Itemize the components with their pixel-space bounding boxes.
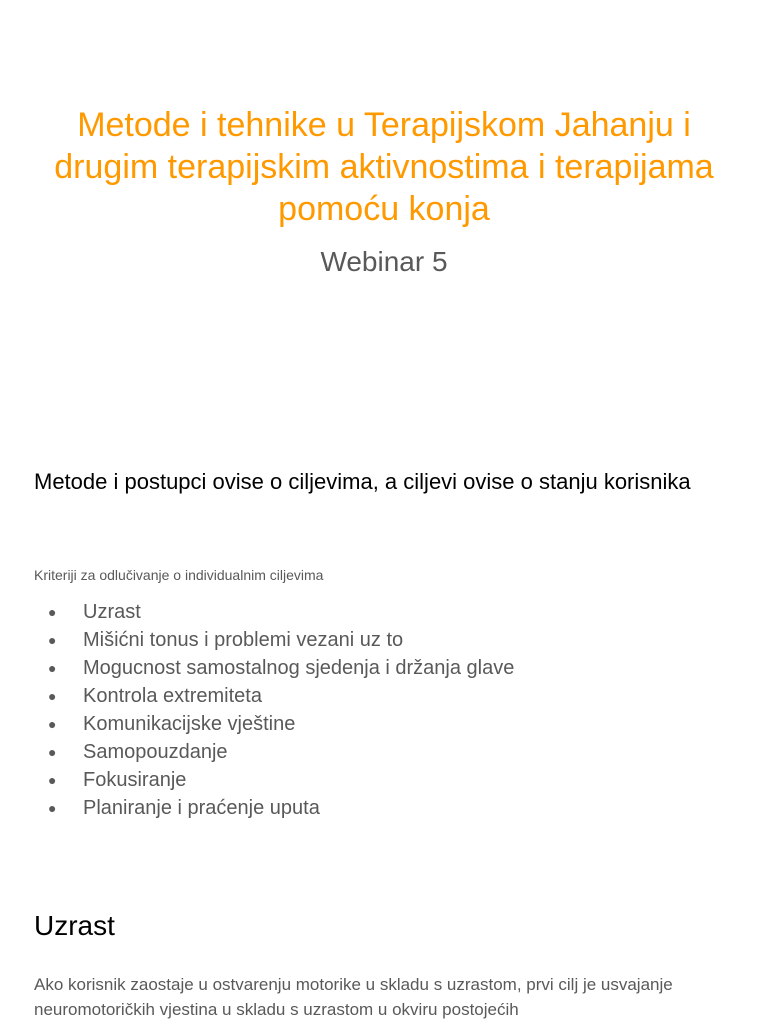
- list-item: [34, 794, 514, 822]
- list-item: [34, 626, 514, 654]
- bullet-icon: ●: [48, 800, 57, 816]
- section-heading: Metode i postupci ovise o ciljevima, a ciljevi ovise o stanju korisnika: [34, 469, 691, 494]
- list-item: [34, 654, 514, 682]
- criteria-caption: Kriteriji za odlučivanje o individualnim ciljevima: [34, 567, 324, 583]
- list-item: [34, 710, 514, 738]
- list-item-label: Kontrola extremiteta: [83, 685, 262, 707]
- criteria-list: [34, 598, 514, 822]
- bullet-icon: ●: [48, 632, 57, 648]
- section-title: Uzrast: [34, 910, 115, 941]
- list-item-label: Mogucnost samostalnog sjedenja i držanja glave: [83, 657, 515, 679]
- bullet-icon: ●: [48, 772, 57, 788]
- list-item-label: Uzrast: [83, 601, 141, 623]
- body-paragraph: Ako korisnik zaostaje u ostvarenju motorike u skladu s uzrastom, prvi cilj je usvajanje neuromotoričkih vjestina u skladu s uzrastom u okviru postojećih: [34, 975, 673, 1019]
- bullet-icon: ●: [48, 716, 57, 732]
- list-item-label: Samopouzdanje: [83, 741, 228, 763]
- bullet-icon: ●: [48, 688, 57, 704]
- list-item: [34, 738, 514, 766]
- list-item-label: Mišićni tonus i problemi vezani uz to: [83, 629, 404, 651]
- slide-title: Metode i tehnike u Terapijskom Jahanju i drugim terapijskim aktivnostima i terapijama pomoću konja: [54, 106, 714, 228]
- bullet-icon: ●: [48, 744, 57, 760]
- list-item: [34, 682, 514, 710]
- bullet-icon: ●: [48, 604, 57, 620]
- bullet-icon: ●: [48, 660, 57, 676]
- slide-subtitle: Webinar 5: [320, 246, 448, 277]
- list-item: [34, 598, 514, 626]
- list-item: [34, 766, 514, 794]
- list-item-label: Fokusiranje: [83, 769, 187, 791]
- list-item-label: Komunikacijske vještine: [83, 713, 296, 735]
- list-item-label: Planiranje i praćenje uputa: [83, 797, 320, 819]
